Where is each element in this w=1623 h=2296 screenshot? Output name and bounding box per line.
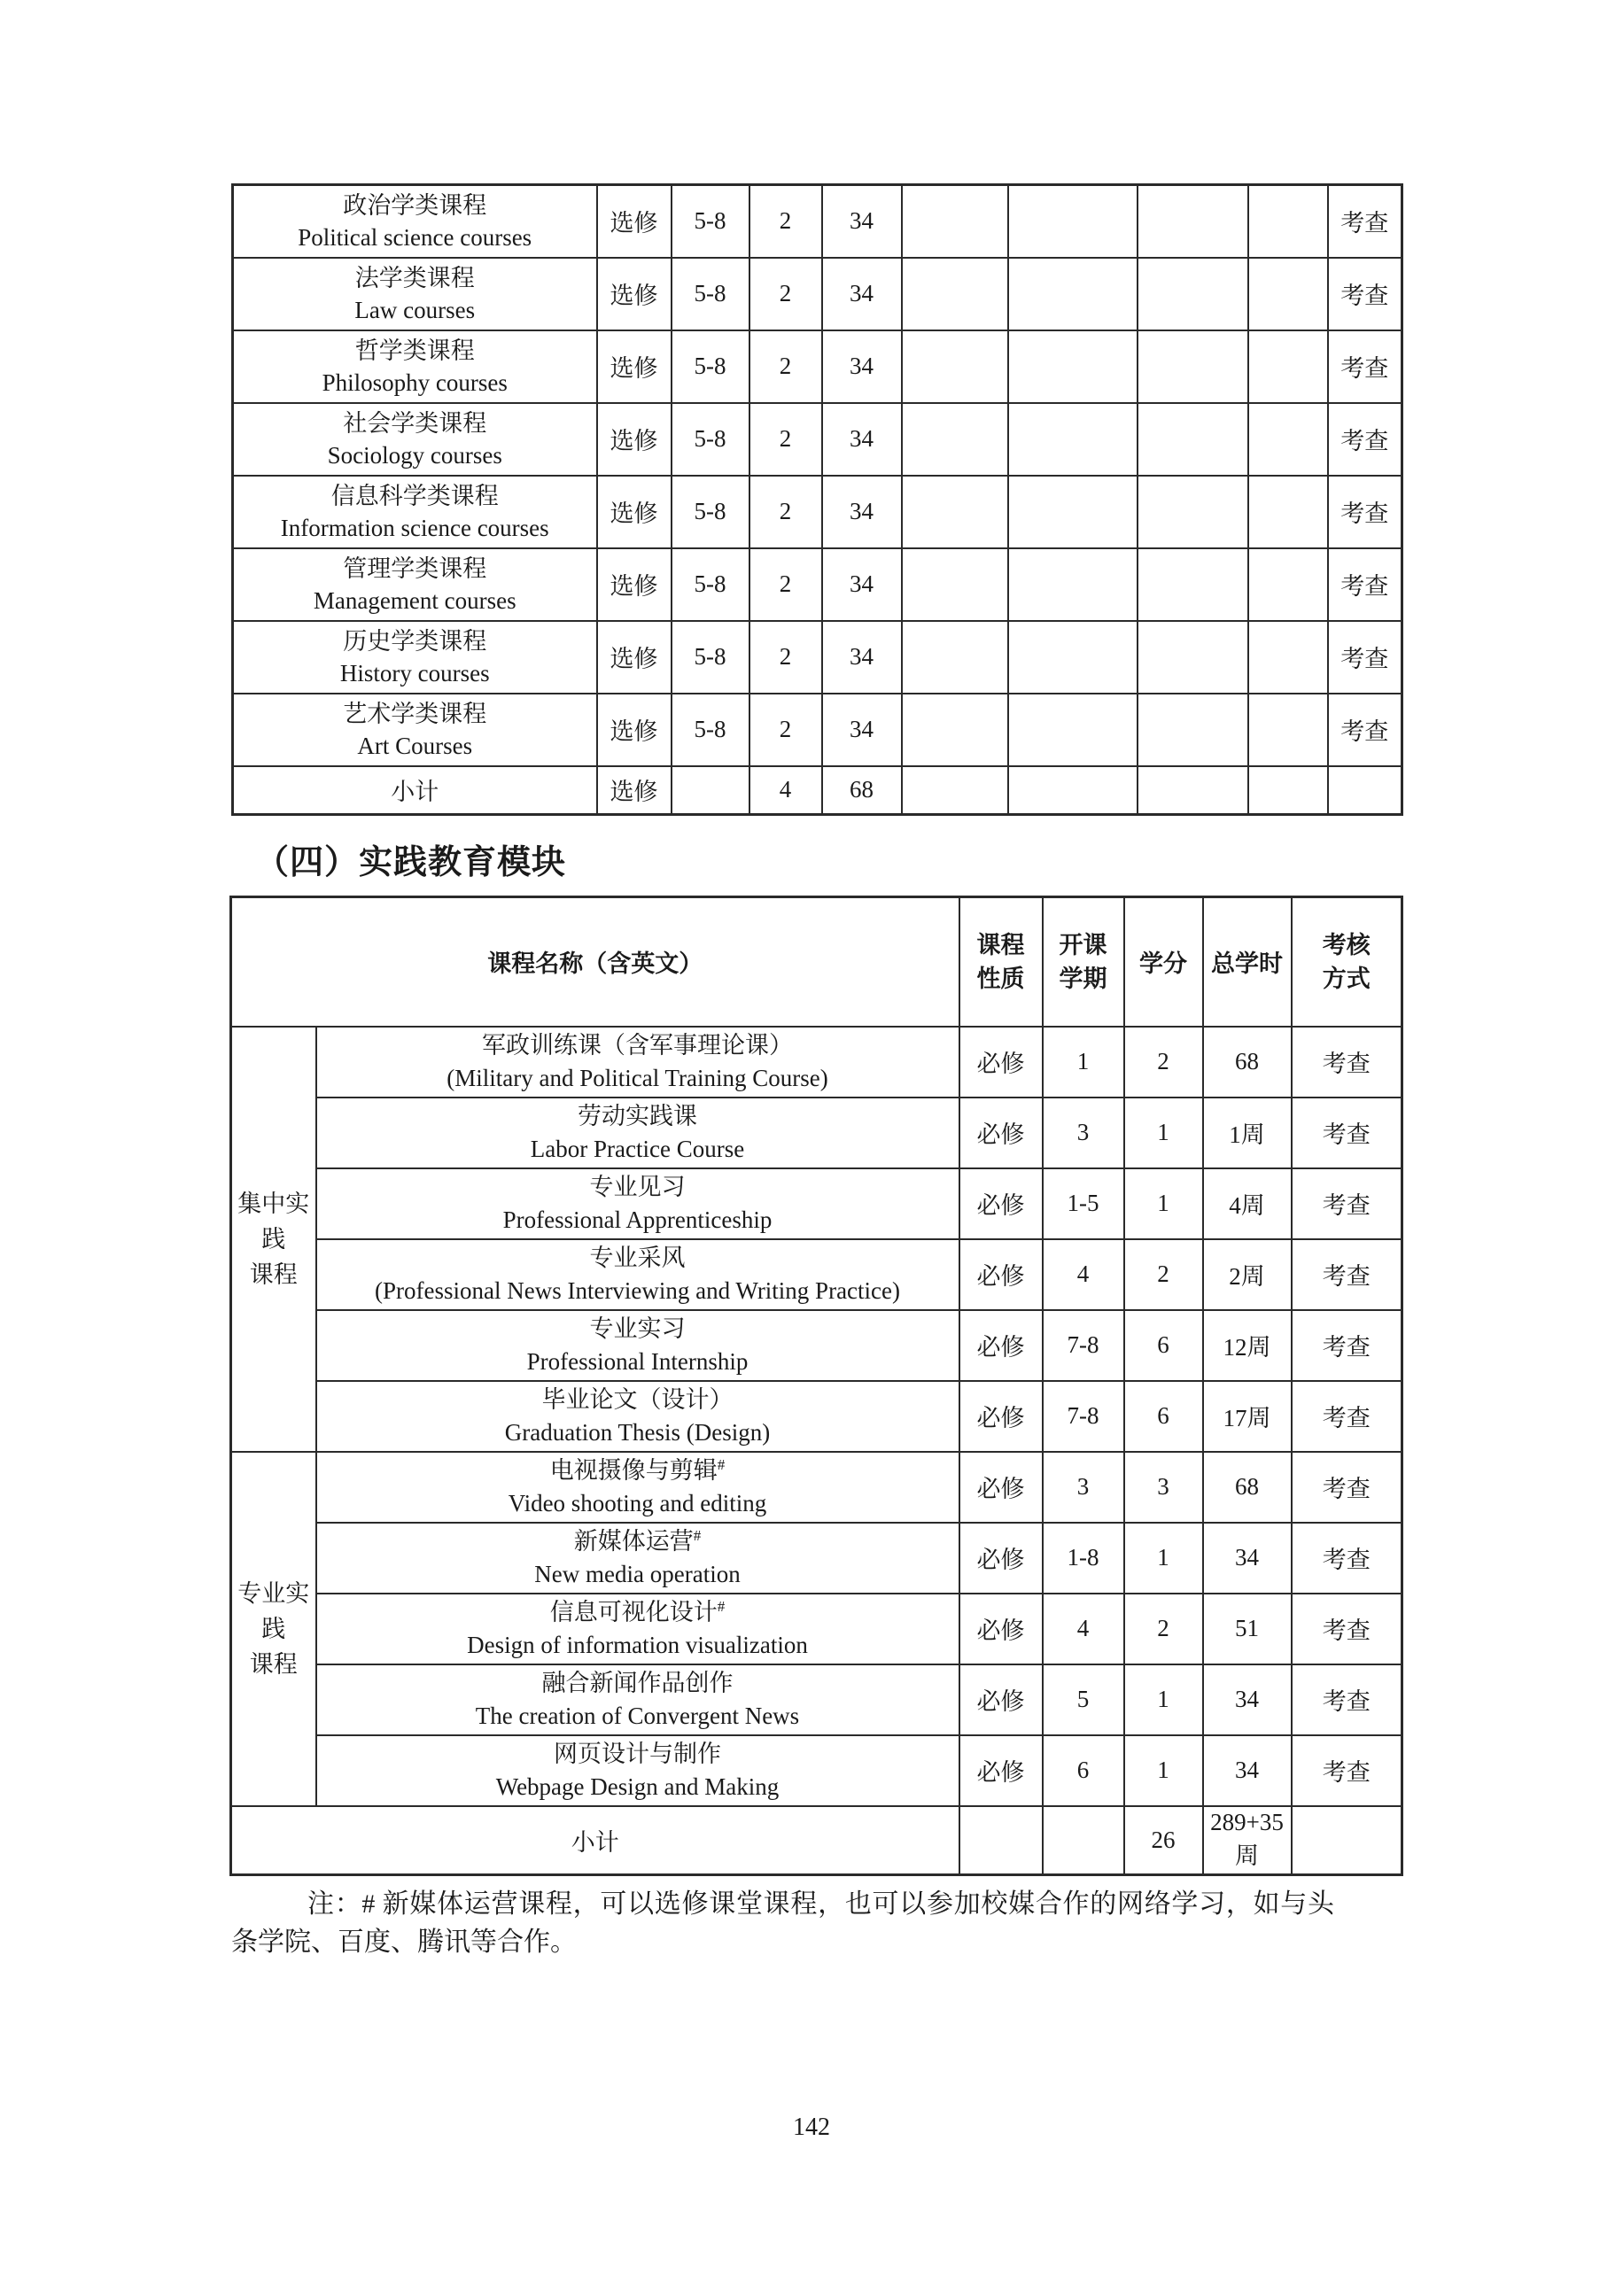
course-nature-cell: 选修 <box>597 185 672 258</box>
subtotal-credits-cell: 4 <box>749 766 822 815</box>
course-assessment-cell: 考查 <box>1292 1027 1402 1098</box>
course-hours-cell: 34 <box>822 403 902 476</box>
course-name-zh: 信息科学类课程 <box>330 482 499 509</box>
course-credits-cell: 2 <box>1124 1027 1203 1098</box>
course-credits-cell: 1 <box>1124 1168 1203 1239</box>
course-credits-cell: 2 <box>749 694 822 766</box>
course-nature-cell: 必修 <box>959 1664 1043 1735</box>
course-assessment-cell: 考查 <box>1292 1168 1402 1239</box>
course-name-zh: 专业实习 <box>589 1315 686 1342</box>
course-hours-cell: 2周 <box>1203 1239 1292 1310</box>
empty-cell <box>902 694 1008 766</box>
course-hours-cell: 12周 <box>1203 1310 1292 1381</box>
course-assessment-cell: 考查 <box>1292 1523 1402 1594</box>
course-name-zh: 管理学类课程 <box>343 555 487 582</box>
course-name-en: Professional Apprenticeship <box>502 1206 773 1233</box>
course-semester-cell: 4 <box>1043 1594 1124 1664</box>
course-name-zh: 军政训练课（含军事理论课） <box>482 1031 793 1059</box>
empty-cell <box>1248 694 1328 766</box>
course-hours-cell: 34 <box>822 476 902 548</box>
course-name-cell <box>233 258 597 330</box>
course-assessment-cell: 考查 <box>1292 1594 1402 1664</box>
course-name-zh: 网页设计与制作 <box>554 1740 721 1767</box>
course-nature-cell: 必修 <box>959 1098 1043 1168</box>
course-credits-cell: 2 <box>749 330 822 403</box>
course-assessment-cell: 考查 <box>1328 330 1402 403</box>
empty-cell <box>1138 621 1248 694</box>
course-name-en: Art Courses <box>357 732 473 759</box>
course-name-zh: 艺术学类课程 <box>343 700 487 727</box>
course-name-zh: 社会学类课程 <box>343 409 487 437</box>
empty-cell <box>1248 766 1328 815</box>
course-name-cell <box>316 1168 959 1239</box>
group-label-cell: 专业实践 课程 <box>231 1452 316 1806</box>
course-nature-cell: 必修 <box>959 1594 1043 1664</box>
course-name-zh: 专业采风 <box>589 1244 686 1271</box>
course-assessment-cell: 考查 <box>1328 403 1402 476</box>
empty-cell <box>1248 621 1328 694</box>
course-hours-cell: 1周 <box>1203 1098 1292 1168</box>
group-label-cell: 集中实践 课程 <box>231 1027 316 1452</box>
table-row <box>233 548 1402 621</box>
course-nature-cell: 选修 <box>597 258 672 330</box>
course-semester-cell: 7-8 <box>1043 1381 1124 1452</box>
course-name-cell <box>233 694 597 766</box>
table-header-row <box>231 897 1402 1027</box>
empty-cell <box>1008 185 1138 258</box>
course-credits-cell: 6 <box>1124 1381 1203 1452</box>
course-name-zh: 融合新闻作品创作 <box>541 1669 734 1696</box>
empty-cell <box>1328 766 1402 815</box>
subtotal-label-cell: 小计 <box>233 766 597 815</box>
course-credits-cell: 2 <box>749 185 822 258</box>
empty-cell <box>1008 258 1138 330</box>
course-assessment-cell: 考查 <box>1292 1452 1402 1523</box>
table-row <box>233 258 1402 330</box>
empty-cell <box>1138 766 1248 815</box>
empty-cell <box>1008 330 1138 403</box>
course-name-en: Webpage Design and Making <box>495 1772 780 1800</box>
course-assessment-cell: 考查 <box>1328 694 1402 766</box>
course-assessment-cell: 考查 <box>1328 548 1402 621</box>
course-nature-cell: 选修 <box>597 330 672 403</box>
course-semester-cell: 5-8 <box>672 548 749 621</box>
course-nature-cell: 必修 <box>959 1168 1043 1239</box>
subtotal-hours-cell: 68 <box>822 766 902 815</box>
course-hours-cell: 34 <box>1203 1523 1292 1594</box>
course-nature-cell: 必修 <box>959 1381 1043 1452</box>
table-row <box>231 1310 1402 1381</box>
empty-cell <box>959 1806 1043 1875</box>
course-nature-cell: 必修 <box>959 1310 1043 1381</box>
header-course-name: 课程名称（含英文） <box>231 897 959 1027</box>
header-credits: 学分 <box>1124 897 1203 1027</box>
course-name-zh: 历史学类课程 <box>343 627 487 655</box>
course-name-zh: 政治学类课程 <box>343 191 487 219</box>
empty-cell <box>1008 476 1138 548</box>
course-name-cell <box>316 1381 959 1452</box>
table-row <box>231 1168 1402 1239</box>
header-assessment: 考核 方式 <box>1292 897 1402 1027</box>
course-name-en: Sociology courses <box>327 441 502 469</box>
course-name-cell <box>233 403 597 476</box>
subtotal-label-cell: 小计 <box>231 1806 959 1875</box>
course-nature-cell: 选修 <box>597 548 672 621</box>
course-hours-cell: 68 <box>1203 1452 1292 1523</box>
course-semester-cell: 7-8 <box>1043 1310 1124 1381</box>
course-hours-cell: 68 <box>1203 1027 1292 1098</box>
empty-cell <box>902 185 1008 258</box>
empty-cell <box>902 258 1008 330</box>
table-row <box>233 476 1402 548</box>
course-semester-cell: 5-8 <box>672 330 749 403</box>
empty-cell <box>1138 476 1248 548</box>
course-name-en: The creation of Convergent News <box>475 1702 800 1729</box>
empty-cell <box>1138 694 1248 766</box>
course-semester-cell: 1 <box>1043 1027 1124 1098</box>
empty-cell <box>1008 694 1138 766</box>
course-name-cell <box>316 1310 959 1381</box>
course-name-en: (Professional News Interviewing and Writing Practice) <box>375 1276 900 1304</box>
course-nature-cell: 选修 <box>597 694 672 766</box>
course-semester-cell: 1-8 <box>1043 1523 1124 1594</box>
table-row <box>231 1239 1402 1310</box>
empty-cell <box>1292 1806 1402 1875</box>
subtotal-credits-cell: 26 <box>1124 1806 1203 1875</box>
course-name-en: Political science courses <box>298 223 532 251</box>
course-semester-cell: 5-8 <box>672 694 749 766</box>
course-name-en: History courses <box>339 659 490 686</box>
course-credits-cell: 2 <box>749 258 822 330</box>
course-assessment-cell: 考查 <box>1328 476 1402 548</box>
course-semester-cell: 4 <box>1043 1239 1124 1310</box>
course-name-zh: 新媒体运营# <box>573 1526 702 1555</box>
empty-cell <box>1248 476 1328 548</box>
course-hours-cell: 34 <box>822 694 902 766</box>
course-hours-cell: 34 <box>822 258 902 330</box>
course-assessment-cell: 考查 <box>1292 1239 1402 1310</box>
course-name-cell <box>233 621 597 694</box>
empty-cell <box>1008 621 1138 694</box>
course-name-zh: 信息可视化设计# <box>549 1597 726 1625</box>
course-nature-cell: 必修 <box>959 1735 1043 1806</box>
course-name-cell <box>316 1594 959 1664</box>
empty-cell <box>902 548 1008 621</box>
course-credits-cell: 3 <box>1124 1452 1203 1523</box>
table-row <box>231 1381 1402 1452</box>
course-name-en: Video shooting and editing <box>508 1489 767 1516</box>
course-name-en: Graduation Thesis (Design) <box>504 1418 771 1446</box>
empty-cell <box>1008 403 1138 476</box>
empty-cell <box>902 766 1008 815</box>
header-total-hours: 总学时 <box>1203 897 1292 1027</box>
course-credits-cell: 1 <box>1124 1735 1203 1806</box>
course-semester-cell: 5-8 <box>672 403 749 476</box>
subtotal-nature-cell: 选修 <box>597 766 672 815</box>
header-semester: 开课 学期 <box>1043 897 1124 1027</box>
subtotal-row <box>231 1806 1402 1875</box>
course-name-en: Management courses <box>313 586 516 614</box>
course-hours-cell: 17周 <box>1203 1381 1292 1452</box>
course-credits-cell: 1 <box>1124 1098 1203 1168</box>
course-name-zh: 毕业论文（设计） <box>541 1385 734 1413</box>
course-semester-cell: 3 <box>1043 1452 1124 1523</box>
course-nature-cell: 必修 <box>959 1027 1043 1098</box>
course-name-en: (Military and Political Training Course) <box>447 1064 828 1091</box>
course-credits-cell: 2 <box>1124 1239 1203 1310</box>
course-nature-cell: 必修 <box>959 1452 1043 1523</box>
empty-cell <box>1248 185 1328 258</box>
course-name-cell <box>233 330 597 403</box>
course-assessment-cell: 考查 <box>1292 1098 1402 1168</box>
course-name-en: Law courses <box>354 296 476 323</box>
course-assessment-cell: 考查 <box>1328 621 1402 694</box>
footnote-mark: # <box>717 1455 726 1473</box>
course-hours-cell: 4周 <box>1203 1168 1292 1239</box>
course-semester-cell: 5-8 <box>672 185 749 258</box>
course-semester-cell: 6 <box>1043 1735 1124 1806</box>
header-course-nature: 课程 性质 <box>959 897 1043 1027</box>
empty-cell <box>1248 403 1328 476</box>
course-name-en: Philosophy courses <box>322 368 508 396</box>
table-row <box>233 330 1402 403</box>
table-row <box>231 1735 1402 1806</box>
empty-cell <box>1248 548 1328 621</box>
course-hours-cell: 34 <box>1203 1664 1292 1735</box>
page-number: 142 <box>793 2114 830 2141</box>
table-row <box>231 1664 1402 1735</box>
course-credits-cell: 2 <box>1124 1594 1203 1664</box>
subtotal-row <box>233 766 1402 815</box>
empty-cell <box>902 621 1008 694</box>
empty-cell <box>1138 548 1248 621</box>
course-credits-cell: 2 <box>749 548 822 621</box>
course-name-en: Professional Internship <box>526 1347 749 1375</box>
empty-cell <box>902 330 1008 403</box>
course-semester-cell: 5-8 <box>672 258 749 330</box>
course-name-cell <box>316 1664 959 1735</box>
empty-cell <box>902 403 1008 476</box>
table-row <box>233 185 1402 258</box>
table-row <box>231 1452 1402 1523</box>
course-name-zh: 电视摄像与剪辑# <box>549 1455 726 1484</box>
course-semester-cell: 5 <box>1043 1664 1124 1735</box>
course-semester-cell: 5-8 <box>672 621 749 694</box>
course-assessment-cell: 考查 <box>1292 1735 1402 1806</box>
table-row <box>231 1594 1402 1664</box>
course-semester-cell: 5-8 <box>672 476 749 548</box>
elective-courses-table <box>231 183 1403 816</box>
course-name-cell <box>316 1239 959 1310</box>
empty-cell <box>1248 258 1328 330</box>
course-credits-cell: 1 <box>1124 1523 1203 1594</box>
empty-cell <box>902 476 1008 548</box>
course-hours-cell: 51 <box>1203 1594 1292 1664</box>
section-heading: （四）实践教育模块 <box>255 844 567 881</box>
empty-cell <box>1008 766 1138 815</box>
course-name-cell <box>233 476 597 548</box>
table-row <box>231 1098 1402 1168</box>
course-name-cell <box>316 1523 959 1594</box>
course-nature-cell: 必修 <box>959 1523 1043 1594</box>
empty-cell <box>672 766 749 815</box>
course-assessment-cell: 考查 <box>1328 185 1402 258</box>
course-name-zh: 哲学类课程 <box>354 337 475 364</box>
course-assessment-cell: 考查 <box>1292 1664 1402 1735</box>
course-name-zh: 专业见习 <box>589 1173 686 1200</box>
course-hours-cell: 34 <box>822 185 902 258</box>
course-name-zh: 劳动实践课 <box>578 1102 697 1129</box>
course-name-en: New media operation <box>534 1560 741 1587</box>
course-nature-cell: 选修 <box>597 476 672 548</box>
course-name-cell <box>316 1735 959 1806</box>
table-row <box>233 403 1402 476</box>
footnote-mark: # <box>693 1526 702 1544</box>
course-semester-cell: 3 <box>1043 1098 1124 1168</box>
empty-cell <box>1138 258 1248 330</box>
empty-cell <box>1043 1806 1124 1875</box>
course-name-cell <box>316 1027 959 1098</box>
course-name-cell <box>233 185 597 258</box>
footnote-mark: # <box>717 1597 726 1615</box>
course-credits-cell: 2 <box>749 403 822 476</box>
empty-cell <box>1138 403 1248 476</box>
course-hours-cell: 34 <box>822 621 902 694</box>
course-semester-cell: 1-5 <box>1043 1168 1124 1239</box>
course-nature-cell: 选修 <box>597 403 672 476</box>
table-row <box>233 694 1402 766</box>
course-nature-cell: 选修 <box>597 621 672 694</box>
empty-cell <box>1138 330 1248 403</box>
course-hours-cell: 34 <box>822 548 902 621</box>
course-credits-cell: 2 <box>749 476 822 548</box>
table-row <box>231 1027 1402 1098</box>
course-nature-cell: 必修 <box>959 1239 1043 1310</box>
course-assessment-cell: 考查 <box>1328 258 1402 330</box>
course-hours-cell: 34 <box>822 330 902 403</box>
empty-cell <box>1138 185 1248 258</box>
course-name-cell <box>316 1452 959 1523</box>
empty-cell <box>1248 330 1328 403</box>
table-row <box>231 1523 1402 1594</box>
table-row <box>233 621 1402 694</box>
empty-cell <box>1008 548 1138 621</box>
course-name-cell <box>233 548 597 621</box>
course-name-en: Labor Practice Course <box>530 1135 745 1162</box>
course-name-en: Design of information visualization <box>467 1631 808 1658</box>
course-name-cell <box>316 1098 959 1168</box>
course-name-zh: 法学类课程 <box>354 264 475 291</box>
course-name-en: Information science courses <box>280 514 549 541</box>
course-hours-cell: 34 <box>1203 1735 1292 1806</box>
footnote: 注：# 新媒体运营课程，可以选修课堂课程，也可以参加校媒合作的网络学习，如与头条学院、百度、腾讯等合作。 <box>231 1889 1334 1957</box>
course-assessment-cell: 考查 <box>1292 1381 1402 1452</box>
course-credits-cell: 6 <box>1124 1310 1203 1381</box>
practice-education-table <box>229 896 1403 1876</box>
course-assessment-cell: 考查 <box>1292 1310 1402 1381</box>
course-credits-cell: 2 <box>749 621 822 694</box>
course-credits-cell: 1 <box>1124 1664 1203 1735</box>
subtotal-hours-cell: 289+35 周 <box>1203 1806 1292 1875</box>
